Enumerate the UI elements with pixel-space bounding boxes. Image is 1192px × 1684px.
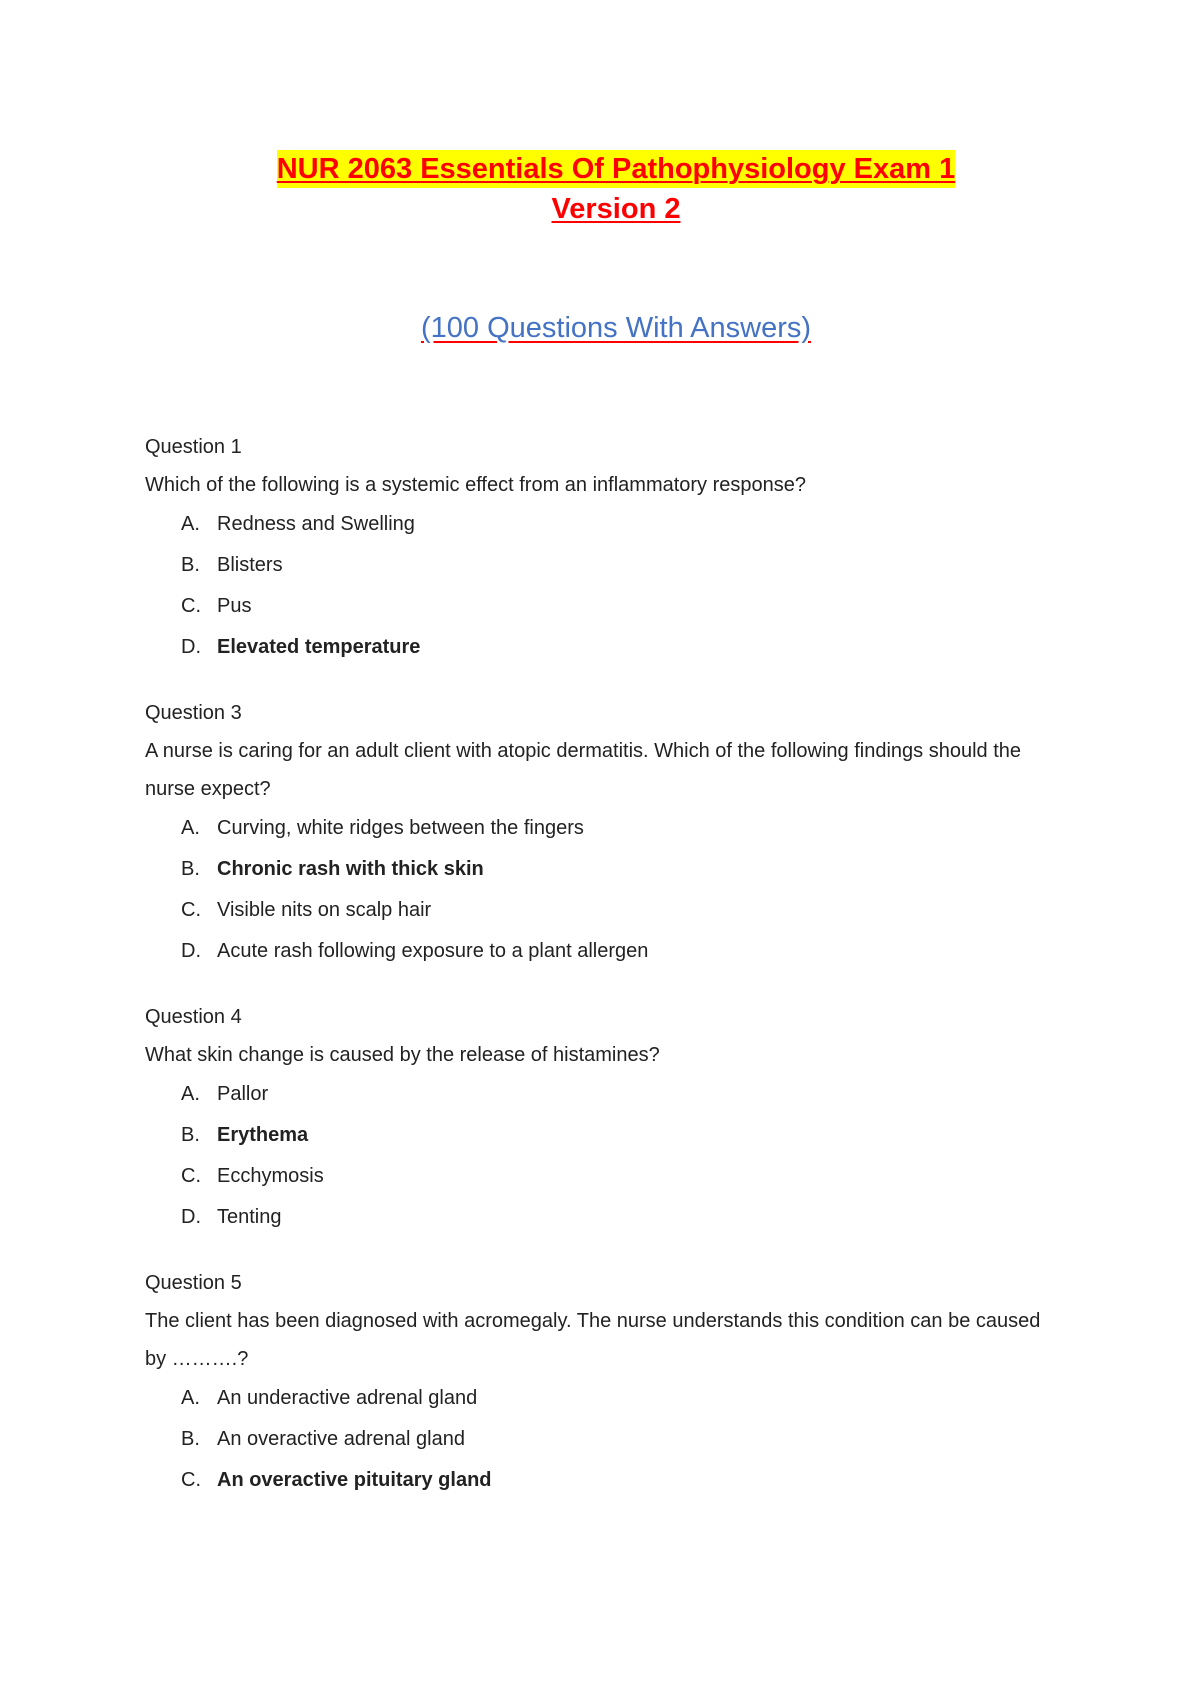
question-item [145,1264,1045,1501]
answer-option [145,586,1045,627]
answer-option-correct [145,849,1045,890]
answer-option-correct [145,627,1045,668]
answer-option [145,504,1045,545]
title-block [0,150,1192,230]
answer-options [145,1378,1045,1501]
option-text: Visible nits on scalp hair [217,899,432,921]
question-item [145,428,1045,668]
option-letter: D. [181,940,201,962]
page-title: NUR 2063 Essentials Of Pathophysiology Exam 1 [277,150,956,188]
answer-option [145,931,1045,972]
option-letter: A. [181,513,200,535]
question-text: The client has been diagnosed with acromegaly. The nurse understands this condition can be caused by ……….? [145,1310,1041,1370]
option-text: Blisters [217,554,283,576]
question-text: Which of the following is a systemic effect from an inflammatory response? [145,474,807,496]
answer-option [145,1378,1045,1419]
option-text: An overactive pituitary gland [217,1469,492,1491]
option-letter: D. [181,1206,201,1228]
option-text: Erythema [217,1124,309,1146]
question-list [145,428,1045,1527]
page-title-version: Version 2 [551,193,681,225]
answer-option [145,1074,1045,1115]
question-text: A nurse is caring for an adult client with atopic dermatitis. Which of the following findings should the nurse expect? [145,740,1022,800]
option-letter: A. [181,817,200,839]
option-text: An underactive adrenal gland [217,1387,478,1409]
answer-option [145,808,1045,849]
option-letter: A. [181,1387,200,1409]
answer-option-correct [145,1460,1045,1501]
option-text: Ecchymosis [217,1165,324,1187]
answer-option-correct [145,1115,1045,1156]
option-letter: C. [181,595,201,617]
question-item [145,694,1045,972]
option-text: Curving, white ridges between the fingers [217,817,584,839]
option-letter: C. [181,1469,201,1491]
question-item [145,998,1045,1238]
option-letter: B. [181,858,200,880]
option-letter: C. [181,1165,201,1187]
option-text: Pus [217,595,252,617]
answer-option [145,1419,1045,1460]
option-letter: B. [181,1124,200,1146]
option-text: Elevated temperature [217,636,421,658]
option-text: Pallor [217,1083,269,1105]
question-label: Question 5 [145,1272,242,1294]
answer-option [145,1197,1045,1238]
answer-options [145,504,1045,668]
answer-option [145,890,1045,931]
option-text: Acute rash following exposure to a plant allergen [217,940,649,962]
option-letter: B. [181,1428,200,1450]
answer-option [145,1156,1045,1197]
question-label: Question 3 [145,702,242,724]
option-letter: C. [181,899,201,921]
option-text: Chronic rash with thick skin [217,858,484,880]
question-label: Question 1 [145,436,242,458]
option-letter: D. [181,636,201,658]
question-label: Question 4 [145,1006,242,1028]
question-text: What skin change is caused by the release of histamines? [145,1044,660,1066]
answer-options [145,1074,1045,1238]
option-letter: A. [181,1083,200,1105]
answer-options [145,808,1045,972]
option-text: Redness and Swelling [217,513,415,535]
answer-option [145,545,1045,586]
option-text: Tenting [217,1206,282,1228]
page-subtitle: (100 Questions With Answers) [420,312,812,344]
option-text: An overactive adrenal gland [217,1428,465,1450]
option-letter: B. [181,554,200,576]
